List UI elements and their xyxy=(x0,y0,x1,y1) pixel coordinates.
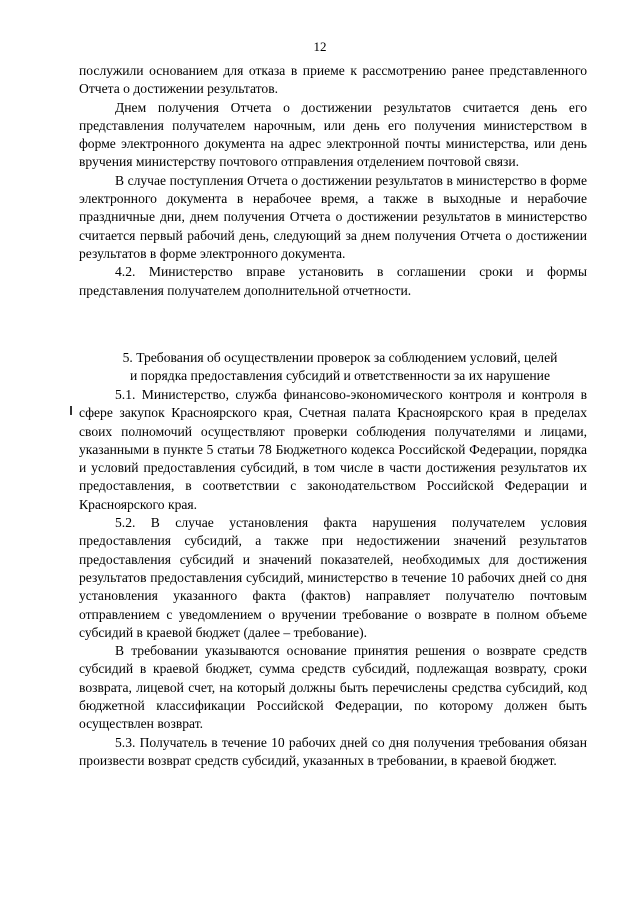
section-heading-line-1: 5. Требования об осуществлении проверок за соблюдением условий, целей xyxy=(122,350,558,365)
text-block-continuation xyxy=(79,62,587,300)
paragraph: В случае поступления Отчета о достижении результатов в министерство в форме электронного документа в нерабочее время, а также в выходные и нерабочие праздничные дни, днем получения Отчета о достижении результатов в министерство считается первый рабочий день, следующий за днем получения Отчета о достижении результатов в форме электронного документа. xyxy=(79,172,587,261)
paragraph: 5.1. Министерство, служба финансово-экономического контроля и контроля в сфере закупок Красноярского края, Счетная палата Красноярского края в пределах своих полномочий осуществляют проверки соблюдения получателями и лицами, указанными в пункте 5 статьи 78 Бюджетного кодекса Российской Федерации, порядка и условий предоставления субсидий, в том числе в части достижения результатов их предоставления, в соответствии с законодательством Российской Федерации и Красноярского края. xyxy=(79,387,587,512)
scan-mark xyxy=(70,406,72,415)
paragraph: 5.3. Получатель в течение 10 рабочих дней со дня получения требования обязан произвести возврат средств субсидий, указанных в требовании, в краевой бюджет. xyxy=(79,734,587,768)
section-5-heading xyxy=(84,349,584,386)
text-block-section-5 xyxy=(79,386,587,770)
paragraph: В требовании указываются основание принятия решения о возврате средств субсидий в краевой бюджет, сумма средств субсидий, подлежащая возврату, сроки возврата, лицевой счет, на который должны быть перечислены средства субсидий, код бюджетной классификации Российской Федерации, по которому должен быть осуществлен возврат. xyxy=(79,643,587,732)
paragraph: 5.2. В случае установления факта нарушения получателем условия предоставления субсидий, а также при недостижении значений результатов предоставления субсидий и значений показателей, необходимых для достижения результатов предоставления субсидий, министерство в течение 10 рабочих дней со дня установления указанного факта (фактов) направляет получателю почтовым отправлением с уведомлением о вручении требование о возврате в полном объеме субсидий в краевой бюджет (далее – требование). xyxy=(79,515,587,640)
section-heading-line-2: и порядка предоставления субсидий и ответственности за их нарушение xyxy=(130,368,550,384)
page-number: 12 xyxy=(313,39,327,54)
paragraph: 4.2. Министерство вправе установить в соглашении сроки и формы представления получателем дополнительной отчетности. xyxy=(79,264,587,298)
paragraph: Днем получения Отчета о достижении результатов считается день его представления получателем нарочным, или день его получения министерством в форме электронного документа на адрес электронной почты министерства, или день вручения министерству почтового отправления отделением почтовой связи. xyxy=(79,99,587,170)
paragraph: послужили основанием для отказа в приеме к рассмотрению ранее представленного Отчета о достижении результатов. xyxy=(79,63,587,97)
